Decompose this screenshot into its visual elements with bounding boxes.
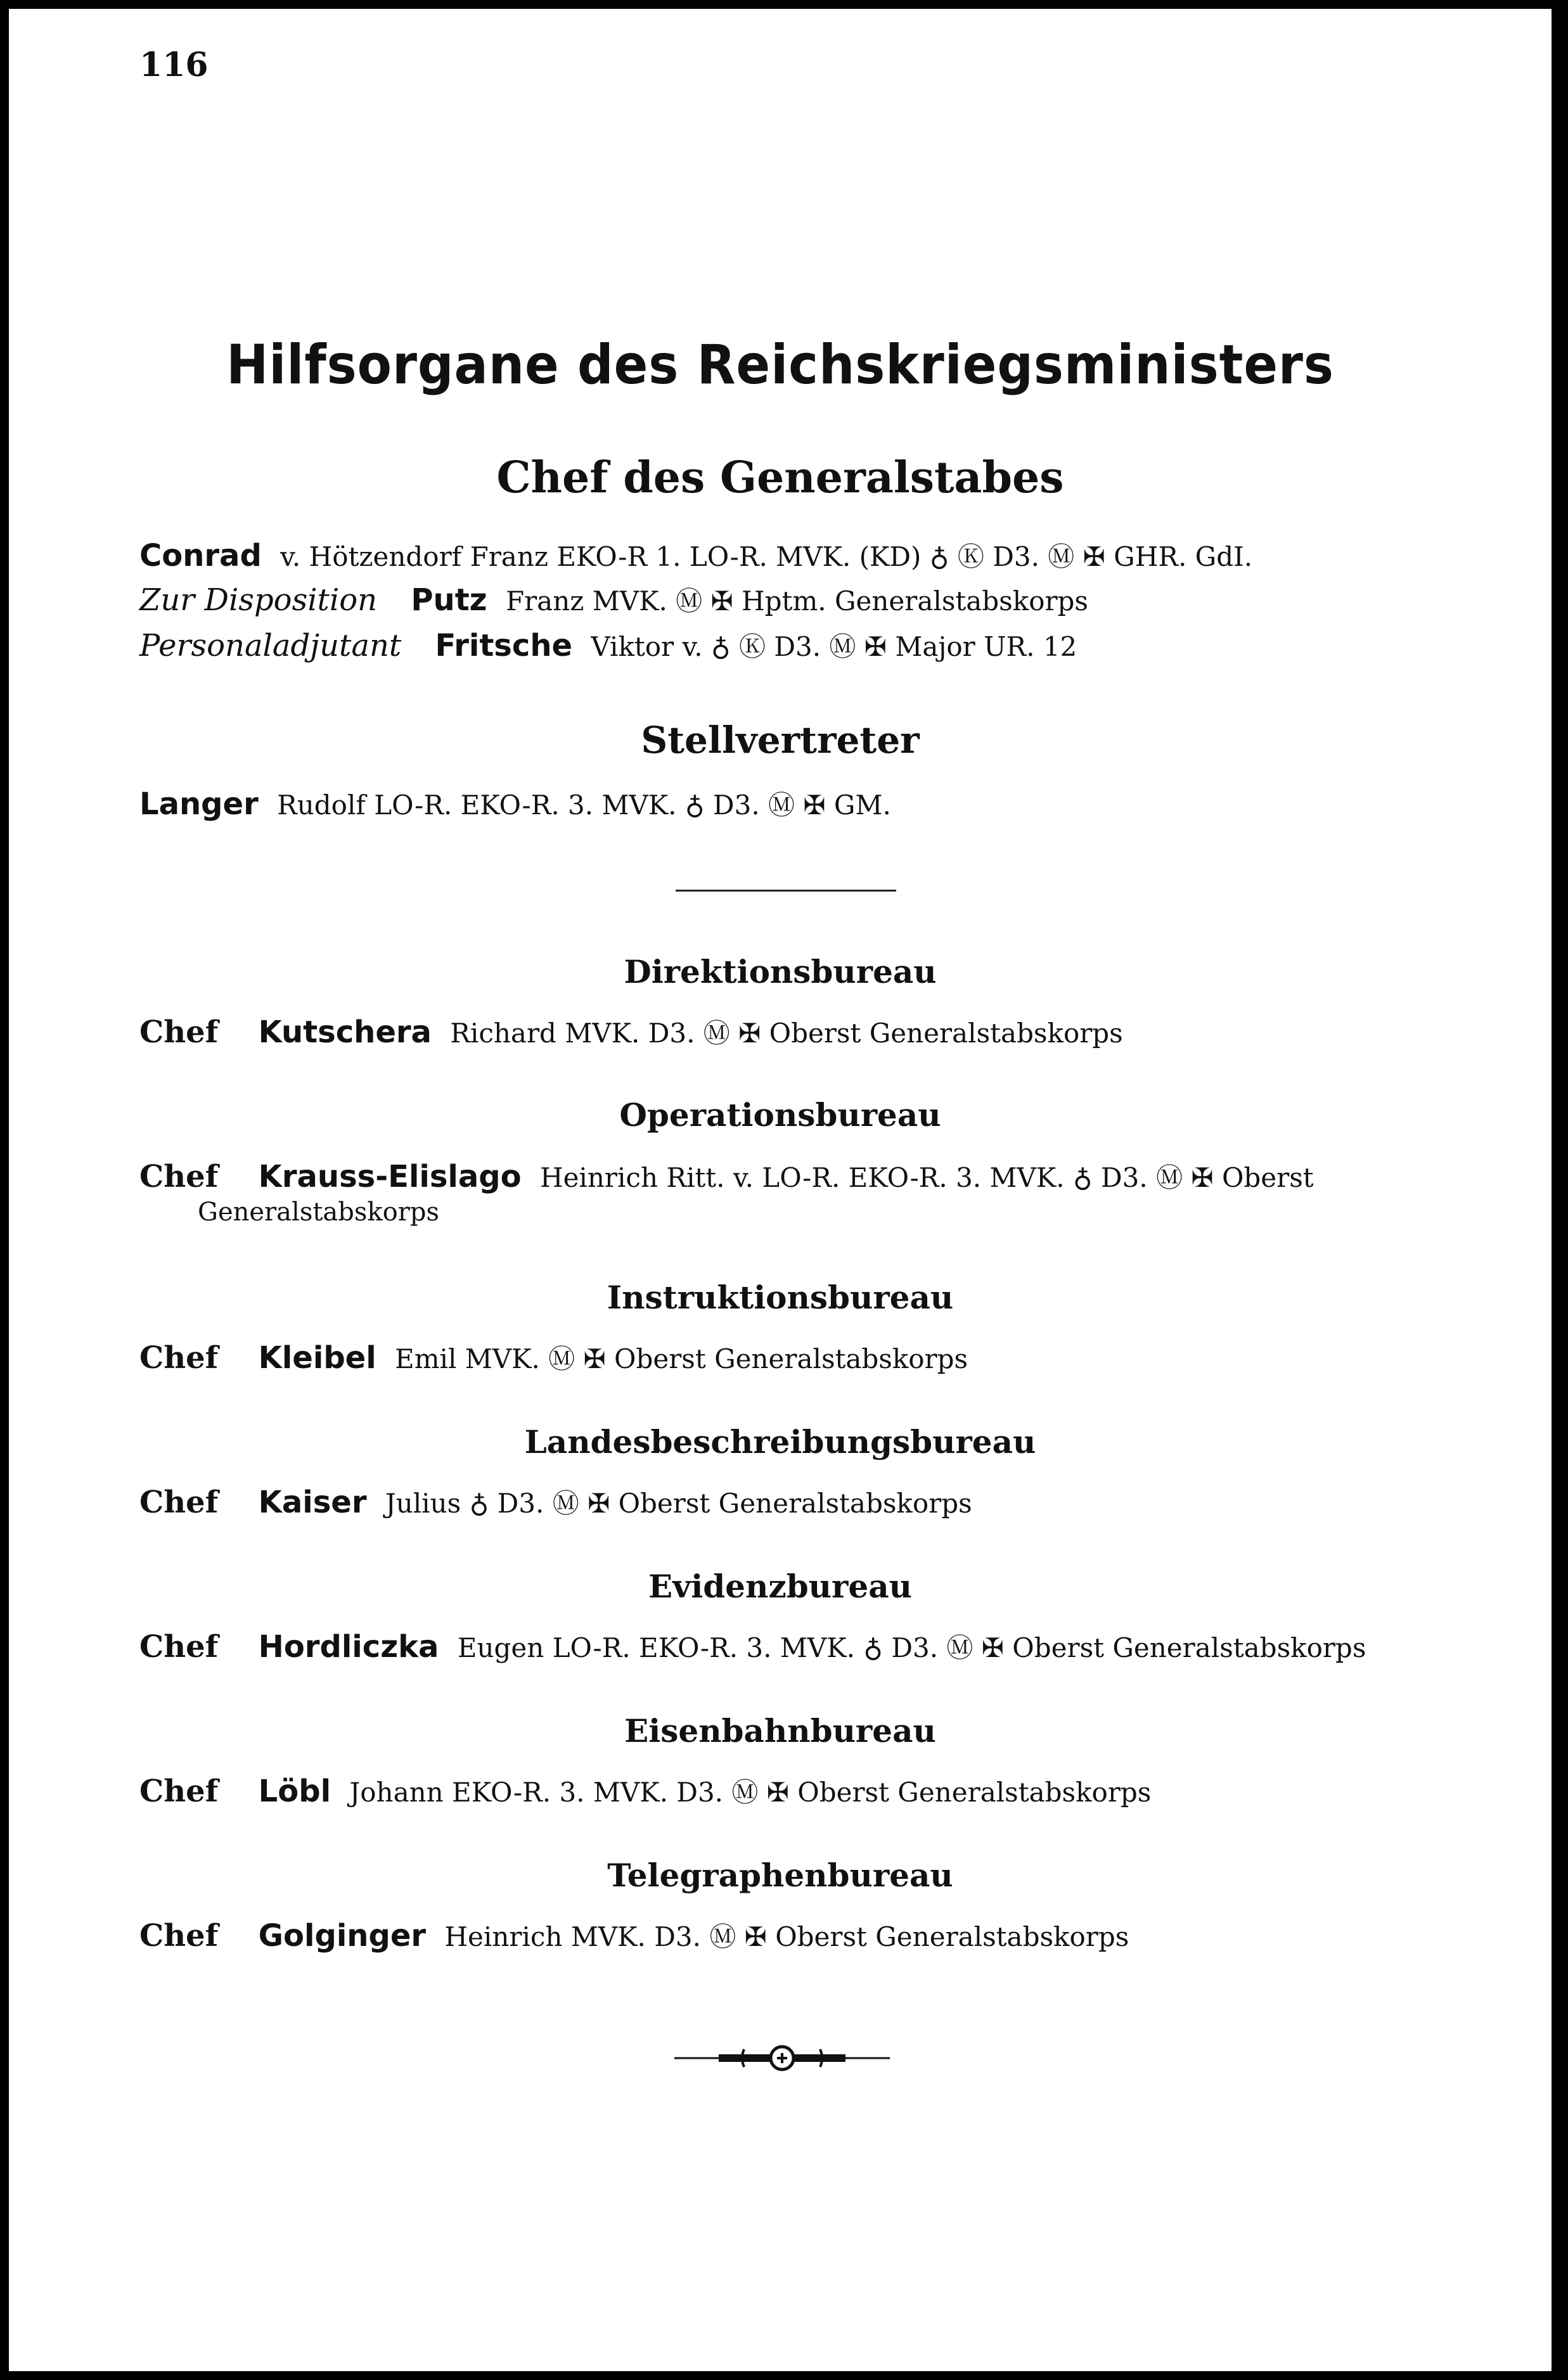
entry-label: Chef	[139, 1774, 219, 1809]
entry-details: Johann EKO-R. 3. MVK. D3. Ⓜ ✠ Oberst Generalstabskorps	[349, 1777, 1152, 1808]
bureau-heading: Operationsbureau	[619, 1096, 941, 1134]
bureau-heading: Landesbeschreibungsbureau	[524, 1423, 1036, 1461]
entry-details: Eugen LO-R. EKO-R. 3. MVK. ♁ D3. Ⓜ ✠ Oberst Generalstabskorps	[457, 1632, 1366, 1663]
closing-ornament-icon	[674, 2042, 890, 2075]
entry-name: Golginger	[258, 1918, 427, 1954]
entry-label: Chef	[139, 1918, 219, 1954]
entry-name: Hordliczka	[258, 1629, 439, 1665]
entry-details: Heinrich MVK. D3. Ⓜ ✠ Oberst Generalstabskorps	[444, 1921, 1129, 1952]
entry-label: Chef	[139, 1340, 219, 1376]
entry-line-conrad	[139, 536, 1252, 574]
entry-details: Viktor v. ♁ Ⓚ D3. Ⓜ ✠ Major UR. 12	[591, 631, 1077, 662]
bureau-heading: Instruktionsbureau	[607, 1279, 954, 1316]
entry-name: Langer	[139, 786, 259, 822]
bureau-chef-line	[139, 1916, 1129, 1954]
entry-name: Kaiser	[258, 1485, 367, 1520]
bureau-chef-line	[139, 1157, 1314, 1195]
entry-name: Conrad	[139, 538, 262, 573]
bureau-chef-line	[139, 1338, 968, 1376]
section-heading-chef: Chef des Generalstabes	[496, 452, 1064, 503]
section-divider	[676, 890, 896, 892]
page-number: 116	[139, 46, 209, 84]
document-sheet	[9, 9, 1552, 2371]
bureau-chef-line	[139, 1483, 972, 1521]
section-heading-stellvertreter: Stellvertreter	[641, 719, 920, 762]
entry-details: Rudolf LO-R. EKO-R. 3. MVK. ♁ D3. Ⓜ ✠ GM.	[277, 790, 891, 821]
entry-details: Julius ♁ D3. Ⓜ ✠ Oberst Generalstabskorps	[385, 1488, 972, 1519]
entry-continuation: Generalstabskorps	[198, 1198, 439, 1227]
bureau-heading: Direktionsbureau	[624, 953, 937, 990]
bureau-heading: Eisenbahnbureau	[624, 1712, 936, 1750]
entry-name: Fritsche	[435, 628, 573, 663]
entry-line-putz	[139, 580, 1088, 618]
page-title: Hilfsorgane des Reichskriegsministers	[226, 333, 1334, 397]
entry-details: Emil MVK. Ⓜ ✠ Oberst Generalstabskorps	[395, 1343, 968, 1374]
entry-name: Löbl	[258, 1774, 331, 1809]
bureau-heading: Evidenzbureau	[648, 1568, 912, 1605]
bureau-chef-line	[139, 1772, 1151, 1810]
bureau-chef-line	[139, 1013, 1123, 1051]
entry-line-fritsche	[139, 626, 1077, 664]
entry-label: Chef	[139, 1485, 219, 1520]
entry-role: Personaladjutant	[139, 628, 402, 663]
entry-details: Richard MVK. D3. Ⓜ ✠ Oberst Generalstabskorps	[450, 1018, 1123, 1049]
entry-name: Putz	[411, 582, 487, 618]
entry-details: Franz MVK. Ⓜ ✠ Hptm. Generalstabskorps	[505, 585, 1088, 617]
entry-line-langer	[139, 784, 891, 822]
entry-name: Kleibel	[258, 1340, 376, 1376]
entry-label: Chef	[139, 1629, 219, 1665]
entry-details: v. Hötzendorf Franz EKO-R 1. LO-R. MVK. (KD) ♁ Ⓚ D3. Ⓜ ✠ GHR. GdI.	[280, 541, 1253, 572]
entry-details: Heinrich Ritt. v. LO-R. EKO-R. 3. MVK. ♁ D3. Ⓜ ✠ Oberst	[539, 1162, 1314, 1193]
entry-label: Chef	[139, 1159, 219, 1194]
entry-role: Zur Disposition	[139, 582, 377, 618]
bureau-chef-line	[139, 1627, 1366, 1665]
bureau-heading: Telegraphenbureau	[607, 1857, 953, 1894]
entry-label: Chef	[139, 1014, 219, 1050]
entry-name: Kutschera	[258, 1014, 432, 1050]
entry-name: Krauss-Elislago	[258, 1159, 522, 1194]
